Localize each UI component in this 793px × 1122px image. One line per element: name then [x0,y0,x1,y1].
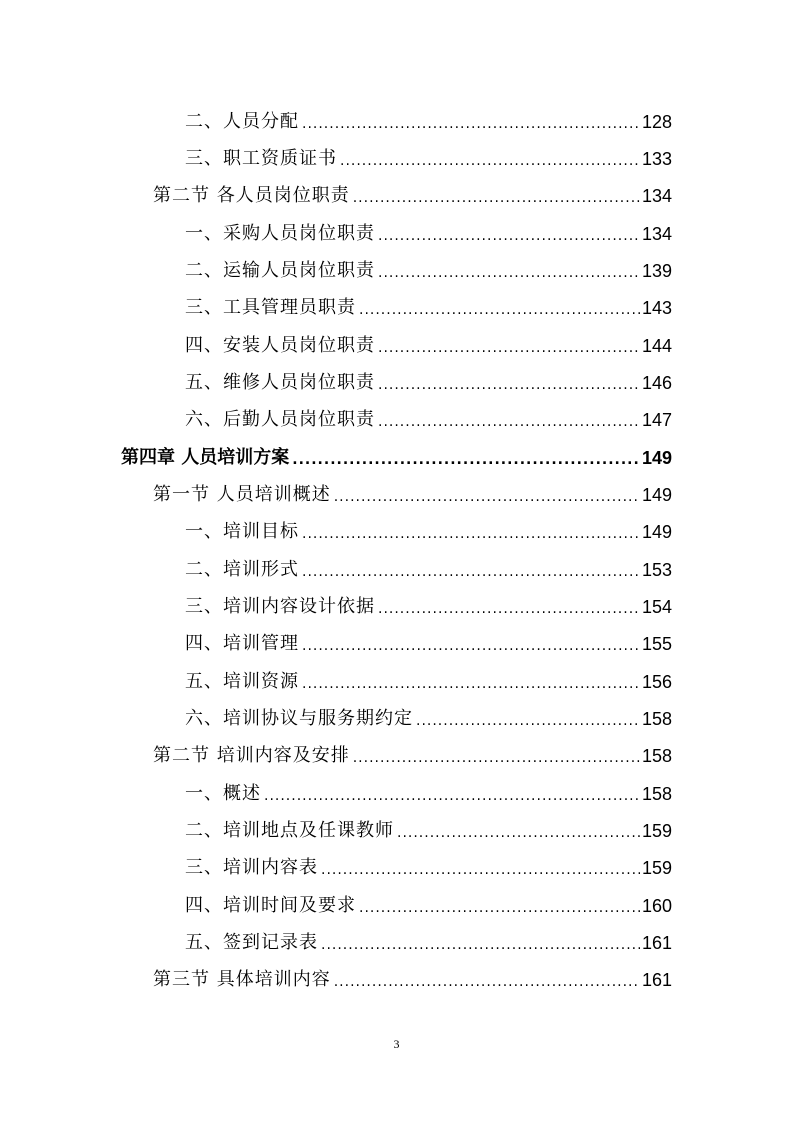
toc-entry[interactable] [185,812,672,842]
toc-dot-leader [334,488,640,506]
toc-entry-title: 二、运输人员岗位职责 [185,260,375,281]
toc-entry-page: 154 [641,597,672,617]
toc-dot-leader [321,861,640,879]
toc-entry-title: 第二节 各人员岗位职责 [153,185,350,206]
toc-entry-page: 158 [641,784,672,804]
toc-entry[interactable] [185,140,672,170]
toc-entry-title: 三、培训内容设计依据 [185,596,375,617]
toc-entry-title: 四、安装人员岗位职责 [185,335,375,356]
toc-entry-title: 第二节 培训内容及安排 [153,745,350,766]
toc-entry[interactable] [185,625,672,655]
toc-dot-leader [302,637,640,655]
toc-dot-leader [302,675,640,693]
toc-entry-page: 139 [641,261,672,281]
toc-entry-page: 158 [641,709,672,729]
toc-entry-page: 153 [641,560,672,580]
toc-entry-title: 五、维修人员岗位职责 [185,372,375,393]
toc-entry[interactable] [185,252,672,282]
toc-entry[interactable] [185,849,672,879]
toc-entry[interactable] [185,215,672,245]
toc-dot-leader [353,749,640,767]
toc-entry-page: 158 [641,746,672,766]
toc-entry-page: 133 [641,149,672,169]
toc-entry-title: 四、培训管理 [185,633,299,654]
toc-entry-title: 四、培训时间及要求 [185,895,356,916]
toc-entry-title: 三、工具管理员职责 [185,297,356,318]
toc-entry-title: 六、后勤人员岗位职责 [185,409,375,430]
toc-entry-title: 二、人员分配 [185,111,299,132]
toc-entry-page: 134 [641,186,672,206]
toc-dot-leader [378,339,640,357]
toc-dot-leader [378,376,640,394]
toc-entry[interactable] [185,887,672,917]
toc-entry-title: 第一节 人员培训概述 [153,484,331,505]
toc-entry-title: 五、签到记录表 [185,932,318,953]
toc-dot-leader [378,600,640,618]
toc-dot-leader [334,973,640,991]
toc-entry[interactable] [153,476,672,506]
toc-entry-page: 146 [641,373,672,393]
toc-entry-page: 149 [641,522,672,542]
toc-entry[interactable] [185,364,672,394]
toc-entry-title: 五、培训资源 [185,671,299,692]
toc-entry[interactable] [185,775,672,805]
toc-entry-page: 161 [641,933,672,953]
toc-entry[interactable] [185,103,672,133]
toc-entry[interactable] [185,551,672,581]
toc-entry-title: 一、概述 [185,783,261,804]
toc-dot-leader [378,264,640,282]
toc-entry[interactable] [153,961,672,991]
toc-entry[interactable] [185,700,672,730]
toc-entry-page: 161 [641,970,672,990]
toc-entry[interactable] [185,588,672,618]
toc-entry-page: 143 [641,298,672,318]
toc-entry-title: 一、采购人员岗位职责 [185,223,375,244]
toc-dot-leader [302,525,640,543]
toc-entry-page: 149 [641,485,672,505]
toc-entry[interactable] [185,401,672,431]
toc-entry-page: 134 [641,224,672,244]
toc-entry[interactable] [185,327,672,357]
toc-entry[interactable] [185,513,672,543]
toc-entry-title: 三、职工资质证书 [185,148,337,169]
toc-entry-page: 128 [641,112,672,132]
toc-entry-title: 二、培训地点及任课教师 [185,820,394,841]
toc-dot-leader [416,712,640,730]
toc-entry-page: 155 [641,634,672,654]
toc-dot-leader [302,115,640,133]
toc-entry-page: 159 [641,821,672,841]
toc-dot-leader [359,301,640,319]
toc-entry-page: 147 [641,410,672,430]
toc-entry-title: 第三节 具体培训内容 [153,969,331,990]
toc-entry[interactable] [153,177,672,207]
toc-dot-leader [378,227,640,245]
toc-entry[interactable] [185,289,672,319]
toc-dot-leader [359,899,640,917]
toc-entry[interactable] [153,737,672,767]
toc-entry-page: 144 [641,336,672,356]
toc-entry-title: 第四章 人员培训方案 [121,447,290,468]
page-number: 3 [393,1037,400,1051]
toc-dot-leader [302,563,640,581]
toc-entry-page: 159 [641,858,672,878]
toc-dot-leader [292,451,640,469]
toc-entry-title: 三、培训内容表 [185,857,318,878]
toc-dot-leader [340,152,640,170]
toc-dot-leader [397,824,640,842]
toc-entry-title: 一、培训目标 [185,521,299,542]
toc-dot-leader [378,413,640,431]
toc-dot-leader [353,189,640,207]
toc-entry-page: 156 [641,672,672,692]
toc-entry[interactable] [185,924,672,954]
toc-dot-leader [264,787,640,805]
toc-dot-leader [321,936,640,954]
toc-entry-title: 六、培训协议与服务期约定 [185,708,413,729]
toc-entry-chapter[interactable] [121,439,672,469]
toc-entry-title: 二、培训形式 [185,559,299,580]
toc-entry-page: 149 [641,448,672,468]
toc-entry-page: 160 [641,896,672,916]
toc-entry[interactable] [185,663,672,693]
